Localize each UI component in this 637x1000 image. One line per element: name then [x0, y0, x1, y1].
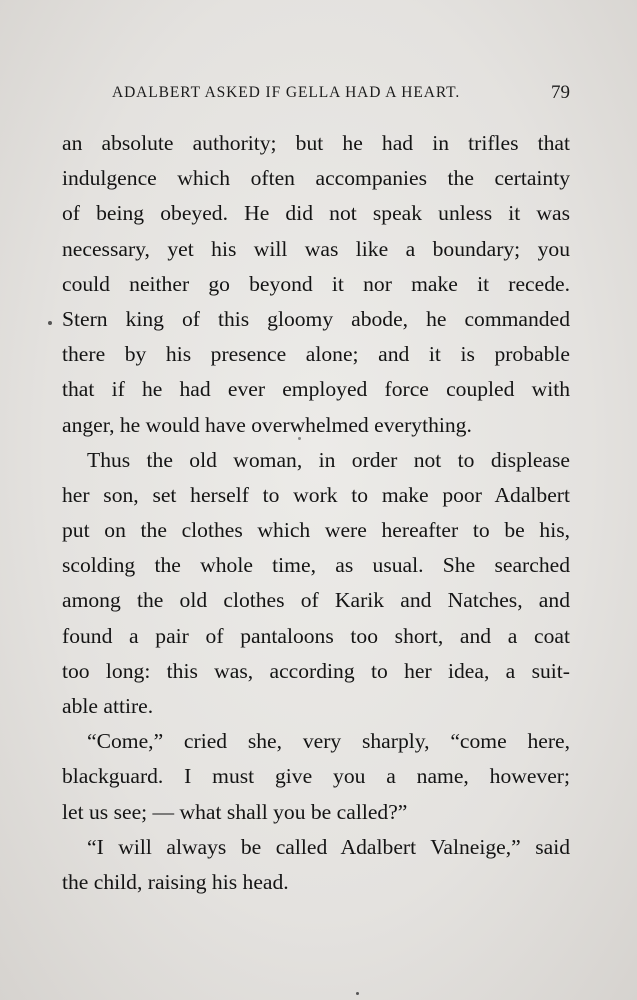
text-line: Thus the old woman, in order not to displease: [87, 447, 570, 472]
text-line: blackguard. I must give you a name, however;: [62, 764, 570, 789]
text-line: of being obeyed. He did not speak unless it was: [62, 201, 570, 226]
text-line: anger, he would have overwhelmed everything.: [62, 412, 472, 437]
text-line: put on the clothes which were hereafter to be his,: [62, 518, 570, 543]
text-line: able attire.: [62, 694, 154, 718]
text-line: could neither go beyond it nor make it recede.: [62, 271, 570, 296]
text-line: found a pair of pantaloons too short, and a coat: [62, 623, 570, 648]
text-line: too long: this was, according to her idea, a suit-: [62, 658, 570, 683]
body-text: [62, 126, 570, 900]
text-line: Stern king of this gloomy abode, he commanded: [62, 306, 570, 331]
text-line: that if he had ever employed force coupled with: [62, 377, 570, 402]
text-line: necessary, yet his will was like a boundary; you: [62, 236, 570, 261]
text-line: an absolute authority; but he had in trifles that: [62, 131, 570, 155]
text-line: “I will always be called Adalbert Valneige,” said: [87, 834, 570, 859]
text-line: scolding the whole time, as usual. She searched: [62, 553, 570, 578]
running-head: ADALBERT ASKED IF GELLA HAD A HEART.: [112, 84, 461, 101]
text-line: “Come,” cried she, very sharply, “come here,: [87, 729, 570, 754]
text-line: let us see; — what shall you be called?”: [62, 799, 408, 824]
paper-speck: [298, 437, 301, 440]
paper-speck: [356, 992, 359, 995]
text-line: her son, set herself to work to make poor Adalbert: [62, 482, 570, 507]
text-line: the child, raising his head.: [62, 869, 289, 894]
text-line: among the old clothes of Karik and Natches, and: [62, 588, 570, 613]
text-line: indulgence which often accompanies the certainty: [62, 166, 570, 191]
page-number: 79: [551, 82, 570, 103]
paper-speck: [48, 321, 52, 325]
page-header: [112, 84, 570, 106]
text-line: there by his presence alone; and it is probable: [62, 342, 570, 367]
